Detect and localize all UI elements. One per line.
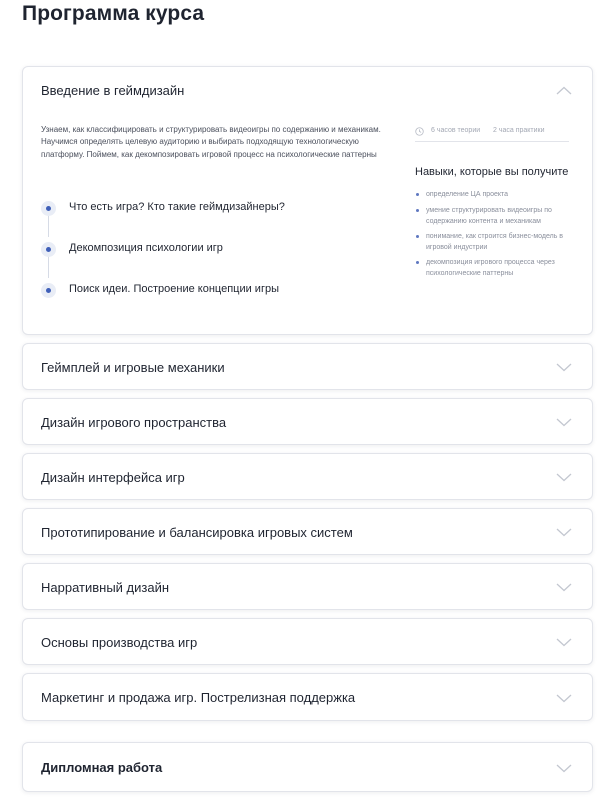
lesson-label: Декомпозиция психологии игр	[69, 242, 223, 254]
skill-item: декомпозиция игрового процесса через психологические паттерны	[415, 257, 575, 279]
chevron-down-icon	[556, 363, 572, 372]
skills-title: Навыки, которые вы получите	[415, 166, 569, 178]
lesson-dot-icon	[41, 242, 56, 257]
final-module-card[interactable]	[22, 742, 593, 792]
module-title: Дизайн интерфейса игр	[41, 470, 185, 485]
skill-item: понимание, как строится бизнес-модель в игровой индустрии	[415, 231, 575, 253]
module-title: Прототипирование и балансировка игровых систем	[41, 525, 353, 540]
skill-item: умение структурировать видеоигры по содержанию контента и механикам	[415, 205, 575, 227]
chevron-down-icon	[556, 694, 572, 703]
expand-button[interactable]	[556, 638, 572, 647]
page-title: Программа курса	[22, 2, 205, 25]
theory-hours: 6 часов теории	[431, 127, 481, 134]
module-card[interactable]	[22, 673, 593, 721]
module-card-expanded	[22, 66, 593, 335]
module-card[interactable]	[22, 563, 593, 610]
module-description: Узнаем, как классифицировать и структурировать видеоигры по содержанию и механикам. Научимся определять целевую аудиторию и выбирать подходящую технологическую платформу. Поймем, как декомпозировать игровой процесс на психологические паттерны	[41, 125, 381, 159]
module-title: Геймплей и игровые механики	[41, 360, 225, 375]
chevron-down-icon	[556, 638, 572, 647]
module-title: Маркетинг и продажа игр. Пострелизная поддержка	[41, 690, 356, 705]
module-card[interactable]	[22, 343, 593, 390]
expand-button[interactable]	[556, 528, 572, 537]
lesson-dot-icon	[41, 283, 56, 298]
module-card[interactable]	[22, 508, 593, 555]
module-title: Основы производства игр	[41, 635, 198, 650]
expand-button[interactable]	[556, 418, 572, 427]
clock-icon	[415, 127, 424, 136]
lesson-connector	[48, 215, 49, 237]
module-card[interactable]	[22, 618, 593, 665]
module-title: Дизайн игрового пространства	[41, 415, 227, 430]
chevron-down-icon	[556, 583, 572, 592]
lesson-label: Поиск идеи. Построение концепции игры	[69, 283, 279, 295]
chevron-down-icon	[556, 528, 572, 537]
collapse-button[interactable]	[556, 86, 572, 95]
skill-item: определение ЦА проекта	[415, 189, 575, 200]
lesson-label: Что есть игра? Кто такие геймдизайнеры?	[69, 201, 285, 213]
chevron-down-icon	[556, 473, 572, 482]
practice-hours: 2 часа практики	[493, 127, 545, 134]
expand-button[interactable]	[556, 583, 572, 592]
expand-button[interactable]	[556, 764, 572, 773]
module-title: Введение в геймдизайн	[41, 83, 185, 98]
expand-button[interactable]	[556, 694, 572, 703]
expand-button[interactable]	[556, 473, 572, 482]
lesson-dot-icon	[41, 201, 56, 216]
module-title: Дипломная работа	[41, 760, 163, 775]
expand-button[interactable]	[556, 363, 572, 372]
lesson-connector	[48, 256, 49, 278]
module-title: Нарративный дизайн	[41, 580, 170, 595]
chevron-down-icon	[556, 764, 572, 773]
module-duration	[415, 126, 569, 142]
module-card[interactable]	[22, 398, 593, 445]
module-card[interactable]	[22, 453, 593, 500]
chevron-down-icon	[556, 418, 572, 427]
chevron-up-icon	[556, 86, 572, 95]
